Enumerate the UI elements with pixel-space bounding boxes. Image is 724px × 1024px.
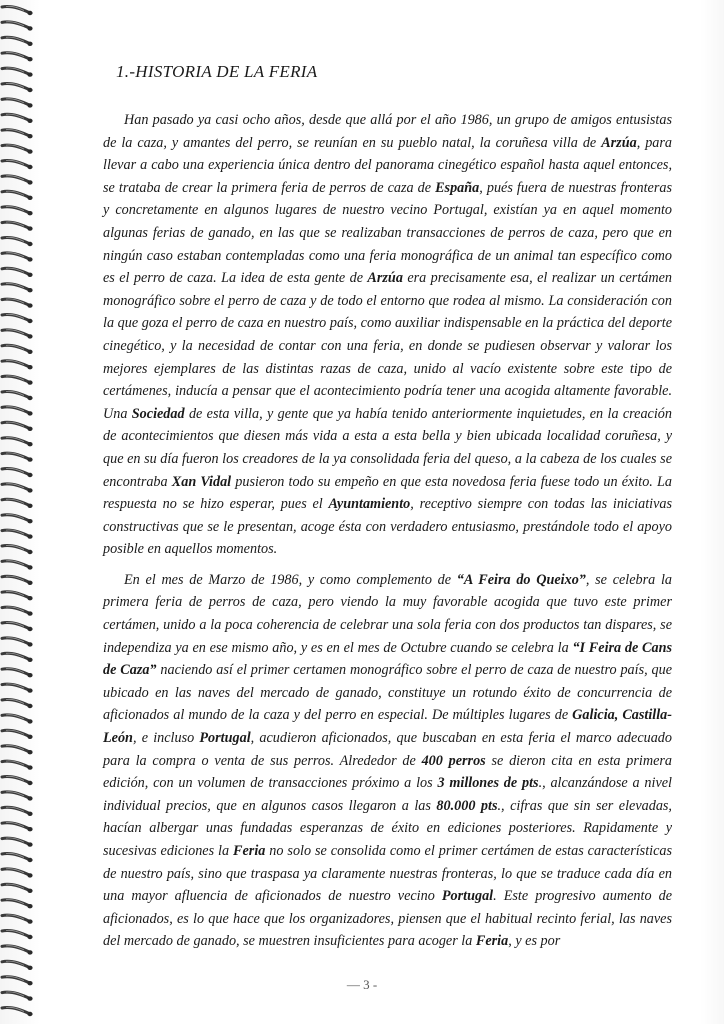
binding-coil xyxy=(2,607,33,616)
binding-coil xyxy=(2,237,33,246)
text-run: ., alcanzándose a nivel individual precios, que en algunos casos llegaron a las xyxy=(103,775,672,814)
text-run: , se celebra la primera feria de perros de caza, pero viendo la muy favorable acogida que tuvo este primer certámen, unido a la poca coherencia de celebrar una sola feria con dos productos tan dispares, se independiza ya en ese mismo año, y es en el mes de Octubre cuando se celebra la xyxy=(103,571,672,656)
binding-coil xyxy=(2,391,33,400)
binding-coil xyxy=(2,114,33,123)
binding-coil xyxy=(2,253,33,262)
binding-coil xyxy=(2,530,33,539)
text-run: de esta villa, y gente que ya había tenido anteriormente inquietudes, en la creación de acontecimientos que diesen más vida a esta a esta bella y bien ubicada localidad coruñesa, y que en su día fueron los creadores de la ya consolidada feria del queso, a la cabeza de los cuales se encontraba xyxy=(103,405,672,490)
binding-coil xyxy=(2,330,33,339)
emphasis-text: Xan Vidal xyxy=(171,473,232,490)
binding-coil xyxy=(2,699,33,708)
text-run: no solo se consolida como el primer certámen de estas características de nuestro país, sino que traspasa ya claramente nuestras fronteras, lo que se traduce cada día en una mayor afluencia de aficionados de nuestro vecino xyxy=(103,843,673,905)
binding-coil xyxy=(2,191,33,200)
binding-coil xyxy=(2,576,33,585)
binding-coil xyxy=(2,838,33,847)
binding-coil xyxy=(2,129,33,138)
text-run: era precisamente esa, el realizar un certámen monográfico sobre el perro de caza y de todo el entorno que rodea al mismo. La consideración con la que goza el perro de caza en nuestro país, como auxiliar indispensable en la práctica del deporte cinegético, y la necesidad de contar con una feria, en donde se pudiesen observar y valorar los mejores ejemplares de las distintas razas de caza, unido al vacío existente sobre este tipo de certámenes, inducía a pensar que el acontecimiento podría tener una acogida altamente favorable. Una xyxy=(103,270,672,422)
binding-coil xyxy=(2,992,33,1001)
text-run: En el mes de Marzo de 1986, y como complemento de xyxy=(124,571,457,588)
section-heading: 1.-HISTORIA DE LA FERIA xyxy=(116,62,318,81)
binding-coil xyxy=(2,930,33,939)
binding-coil xyxy=(2,591,33,600)
spiral-binding-graphic xyxy=(0,0,40,1024)
text-run: Han pasado ya casi ocho años, desde que allá por el año 1986, un grupo de amigos entusistas de la caza, y amantes del perro, se reunían en su pueblo natal, la coruñesa villa de xyxy=(103,112,672,151)
binding-coil xyxy=(2,915,33,924)
binding-coil xyxy=(2,761,33,770)
binding-coil xyxy=(2,453,33,462)
binding-coil xyxy=(2,730,33,739)
binding-coil xyxy=(2,684,33,693)
text-run: , para llevar a cabo una experiencia única dentro del panorama cinegético español hasta aquel entonces, se trataba de crear la primera feria de perros de caza de xyxy=(103,134,672,196)
binding-coil xyxy=(2,484,33,493)
emphasis-text: “A Feira do Queixo” xyxy=(456,571,586,588)
binding-coil xyxy=(2,1007,33,1016)
binding-coil xyxy=(2,422,33,431)
binding-coil xyxy=(2,776,33,785)
binding-coil xyxy=(2,745,33,754)
emphasis-text: 80.000 pts xyxy=(436,797,498,814)
binding-coil xyxy=(2,853,33,862)
binding-coil xyxy=(2,869,33,878)
page-number: — 3 - xyxy=(346,977,378,992)
binding-coil xyxy=(2,6,33,15)
binding-coil xyxy=(2,299,33,308)
text-run: . Este progresivo aumento de aficionados, es lo que hace que los organizadores, piensen que el habitual recinto ferial, las naves del mercado de ganado, se muestren insuficientes para acoger la xyxy=(103,888,672,950)
binding-coil xyxy=(2,715,33,724)
binding-coil xyxy=(2,899,33,908)
emphasis-text: 400 perros xyxy=(421,752,486,769)
binding-coil xyxy=(2,360,33,369)
binding-coil xyxy=(2,314,33,323)
binding-coil xyxy=(2,468,33,477)
text-run: , e incluso xyxy=(132,730,200,747)
binding-coil xyxy=(2,99,33,108)
emphasis-text: Arzúa xyxy=(367,270,403,287)
binding-coil xyxy=(2,37,33,46)
body-text xyxy=(103,109,672,953)
binding-coil xyxy=(2,437,33,446)
emphasis-text: Portugal xyxy=(199,730,251,747)
binding-coil xyxy=(2,160,33,169)
binding-coil xyxy=(2,638,33,647)
binding-coil xyxy=(2,268,33,277)
spiral-binding xyxy=(0,0,40,1024)
binding-coil xyxy=(2,622,33,631)
binding-coil xyxy=(2,345,33,354)
binding-coil xyxy=(2,68,33,77)
emphasis-text: Feria xyxy=(233,843,266,859)
binding-coil xyxy=(2,176,33,185)
paragraph xyxy=(103,109,672,561)
binding-coil xyxy=(2,514,33,523)
binding-coil xyxy=(2,668,33,677)
paragraph xyxy=(103,569,672,953)
emphasis-text: Arzúa xyxy=(601,134,637,151)
binding-coil xyxy=(2,807,33,816)
text-run: , pués fuera de nuestras fronteras y concretamente en algunos lugares de nuestro vecino Portugal, existían ya en aquel momento algunas ferias de ganado, en las que se realizaban transacciones de perros de caza, pero que en ningún caso estaban contempladas como una feria monográfica de un animal tan específico como es el perro de caza. La idea de esta gente de xyxy=(103,179,672,287)
binding-coil xyxy=(2,83,33,92)
emphasis-text: Feria xyxy=(475,933,509,950)
emphasis-text: Ayuntamiento xyxy=(328,496,411,513)
text-run: , y es por xyxy=(508,933,561,950)
emphasis-text: España xyxy=(435,179,480,196)
binding-coil xyxy=(2,545,33,554)
text-run: pusieron todo su empeño en que esta novedosa feria fuese todo un éxito. La respuesta no se hizo esperar, pues el xyxy=(103,473,672,513)
emphasis-text: Galicia, Castilla-León xyxy=(103,707,672,747)
binding-coil xyxy=(2,145,33,154)
binding-coil xyxy=(2,22,33,31)
emphasis-text: “I Feira de Cans de Caza” xyxy=(103,639,672,679)
binding-coil xyxy=(2,499,33,508)
binding-coil xyxy=(2,52,33,61)
binding-coil xyxy=(2,884,33,893)
binding-coil xyxy=(2,376,33,385)
text-run: , acudieron aficionados, que buscaban en esta feria el marco adecuado para la compra o venta de sus perros. Alrededor de xyxy=(103,730,672,769)
binding-coil xyxy=(2,407,33,416)
binding-coil xyxy=(2,653,33,662)
binding-coil xyxy=(2,822,33,831)
binding-coil xyxy=(2,283,33,292)
binding-coil xyxy=(2,561,33,570)
text-run: , receptivo siempre con todas las iniciativas constructivas que se le presentan, acoge ésta con verdadero entusiasmo, prestándole todo el apoyo posible en aquellos momentos. xyxy=(103,496,672,558)
binding-coil xyxy=(2,792,33,801)
emphasis-text: Portugal xyxy=(441,888,494,905)
binding-coil xyxy=(2,946,33,955)
emphasis-text: Sociedad xyxy=(131,405,185,422)
binding-coil xyxy=(2,961,33,970)
emphasis-text: 3 millones de pts xyxy=(437,775,539,792)
text-run: se dieron cita en esta primera edición, con un volumen de transacciones próximo a los xyxy=(103,752,672,792)
text-run: ., cifras que sin ser elevadas, hacían albergar unas fundadas esperanzas de éxito en ediciones posteriores. Rapidamente y sucesivas ediciones la xyxy=(103,797,672,859)
binding-coil xyxy=(2,222,33,231)
text-run: naciendo así el primer certamen monográfico sobre el perro de caza de nuestro país, que ubicado en las naves del mercado de ganado, constituye un rotundo éxito de concurrencia de aficionados al mundo de la caza y del perro en especial. De múltiples lugares de xyxy=(103,662,673,724)
binding-coil xyxy=(2,206,33,215)
